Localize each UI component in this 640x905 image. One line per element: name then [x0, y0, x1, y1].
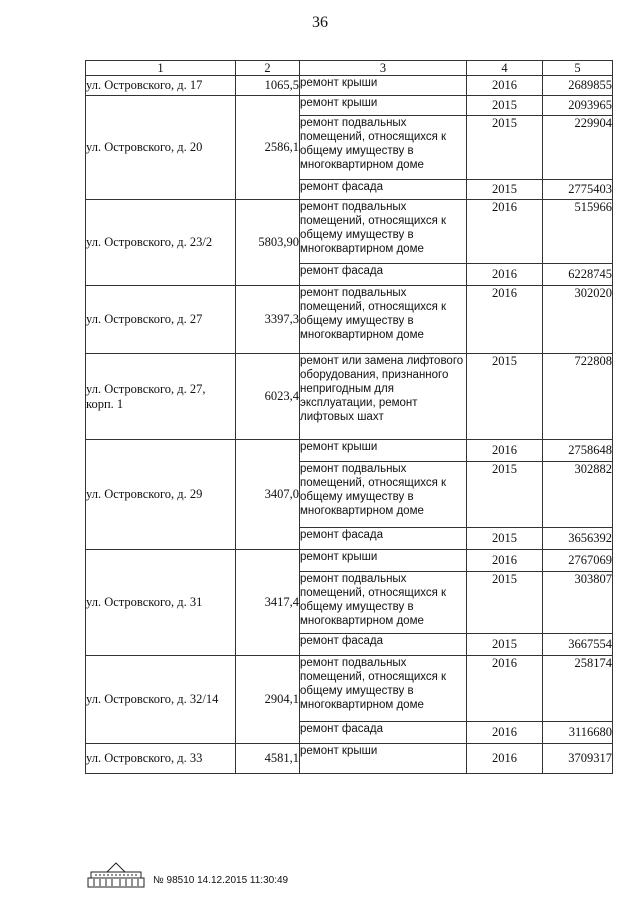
cost-cell: 3709317 — [543, 744, 613, 774]
repair-schedule-table — [85, 60, 613, 774]
address-cell: ул. Островского, д. 31 — [86, 550, 236, 656]
work-type-cell: ремонт или замена лифтового оборудования, признанного непригодным для эксплуатации, ремонт лифтовых шахт — [300, 354, 467, 440]
area-cell: 1065,5 — [236, 76, 300, 96]
cost-cell: 302020 — [543, 286, 613, 354]
cost-cell: 229904 — [543, 116, 613, 180]
year-cell: 2015 — [467, 634, 543, 656]
year-cell: 2016 — [467, 200, 543, 264]
address-cell: ул. Островского, д. 33 — [86, 744, 236, 774]
table-header-row — [86, 61, 613, 76]
address-cell: ул. Островского, д. 23/2 — [86, 200, 236, 286]
cost-cell: 303807 — [543, 572, 613, 634]
year-cell: 2016 — [467, 76, 543, 96]
table-row — [86, 76, 613, 96]
year-cell: 2016 — [467, 440, 543, 462]
cost-cell: 2093965 — [543, 96, 613, 116]
address-cell: ул. Островского, д. 17 — [86, 76, 236, 96]
year-cell: 2015 — [467, 116, 543, 180]
table-row — [86, 656, 613, 722]
work-type-cell: ремонт подвальных помещений, относящихся к общему имуществу в многоквартирном доме — [300, 116, 467, 180]
year-cell: 2016 — [467, 550, 543, 572]
cost-cell: 6228745 — [543, 264, 613, 286]
cost-cell: 2767069 — [543, 550, 613, 572]
year-cell: 2016 — [467, 264, 543, 286]
work-type-cell: ремонт крыши — [300, 96, 467, 116]
year-cell: 2015 — [467, 96, 543, 116]
area-cell: 4581,1 — [236, 744, 300, 774]
year-cell: 2015 — [467, 572, 543, 634]
address-cell: ул. Островского, д. 27 — [86, 286, 236, 354]
year-cell: 2015 — [467, 354, 543, 440]
year-cell: 2016 — [467, 656, 543, 722]
table-row — [86, 550, 613, 572]
address-cell: ул. Островского, д. 27, корп. 1 — [86, 354, 236, 440]
cost-cell: 302882 — [543, 462, 613, 528]
work-type-cell: ремонт фасада — [300, 634, 467, 656]
table-row — [86, 200, 613, 264]
area-cell: 3397,3 — [236, 286, 300, 354]
area-cell: 2586,1 — [236, 96, 300, 200]
cost-cell: 3656392 — [543, 528, 613, 550]
address-cell: ул. Островского, д. 29 — [86, 440, 236, 550]
work-type-cell: ремонт фасада — [300, 722, 467, 744]
address-cell: ул. Островского, д. 32/14 — [86, 656, 236, 744]
area-cell: 3407,0 — [236, 440, 300, 550]
work-type-cell: ремонт крыши — [300, 550, 467, 572]
year-cell: 2016 — [467, 722, 543, 744]
table-row — [86, 286, 613, 354]
year-cell: 2015 — [467, 528, 543, 550]
year-cell: 2016 — [467, 744, 543, 774]
work-type-cell: ремонт подвальных помещений, относящихся к общему имуществу в многоквартирном доме — [300, 572, 467, 634]
column-header: 3 — [300, 61, 467, 76]
document-footer — [87, 860, 288, 888]
table-body — [86, 76, 613, 774]
year-cell: 2015 — [467, 180, 543, 200]
table-row — [86, 96, 613, 116]
page-number: 36 — [312, 14, 328, 31]
work-type-cell: ремонт фасада — [300, 528, 467, 550]
cost-cell: 3667554 — [543, 634, 613, 656]
work-type-cell: ремонт крыши — [300, 76, 467, 96]
table-row — [86, 440, 613, 462]
area-cell: 6023,4 — [236, 354, 300, 440]
area-cell: 5803,90 — [236, 200, 300, 286]
work-type-cell: ремонт подвальных помещений, относящихся к общему имуществу в многоквартирном доме — [300, 286, 467, 354]
table-row — [86, 354, 613, 440]
cost-cell: 2775403 — [543, 180, 613, 200]
cost-cell: 258174 — [543, 656, 613, 722]
work-type-cell: ремонт крыши — [300, 440, 467, 462]
work-type-cell: ремонт подвальных помещений, относящихся к общему имуществу в многоквартирном доме — [300, 462, 467, 528]
cost-cell: 515966 — [543, 200, 613, 264]
work-type-cell: ремонт подвальных помещений, относящихся к общему имуществу в многоквартирном доме — [300, 200, 467, 264]
cost-cell: 722808 — [543, 354, 613, 440]
area-cell: 2904,1 — [236, 656, 300, 744]
cost-cell: 2689855 — [543, 76, 613, 96]
building-logo-icon — [87, 862, 145, 888]
column-header: 2 — [236, 61, 300, 76]
cost-cell: 2758648 — [543, 440, 613, 462]
column-header: 1 — [86, 61, 236, 76]
work-type-cell: ремонт фасада — [300, 264, 467, 286]
column-header: 4 — [467, 61, 543, 76]
registration-stamp: № 98510 14.12.2015 11:30:49 — [153, 875, 289, 886]
work-type-cell: ремонт подвальных помещений, относящихся к общему имуществу в многоквартирном доме — [300, 656, 467, 722]
table-row — [86, 744, 613, 774]
cost-cell: 3116680 — [543, 722, 613, 744]
year-cell: 2015 — [467, 462, 543, 528]
address-cell: ул. Островского, д. 20 — [86, 96, 236, 200]
column-header: 5 — [543, 61, 613, 76]
work-type-cell: ремонт фасада — [300, 180, 467, 200]
year-cell: 2016 — [467, 286, 543, 354]
area-cell: 3417,4 — [236, 550, 300, 656]
work-type-cell: ремонт крыши — [300, 744, 467, 774]
